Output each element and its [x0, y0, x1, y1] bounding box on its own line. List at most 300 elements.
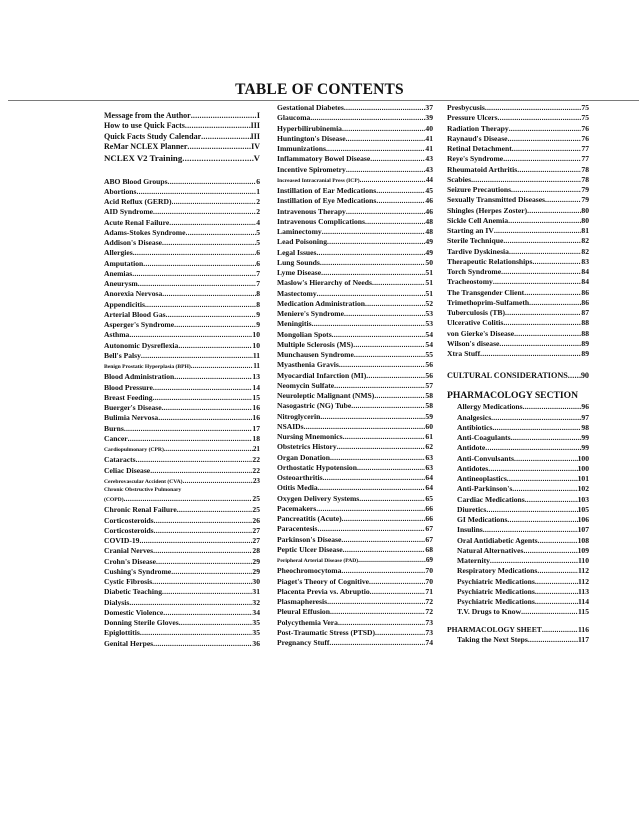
toc-entry[interactable]: [457, 443, 589, 453]
toc-entry[interactable]: [104, 466, 260, 476]
entry-page: 9: [256, 309, 260, 319]
dot-leader: [545, 195, 581, 205]
entry-label: Oxygen Delivery Systems: [277, 493, 360, 503]
entry-label: Neomycin Sulfate: [277, 380, 335, 390]
dot-leader: [471, 175, 581, 185]
toc-entry[interactable]: [104, 567, 260, 577]
entry-page: 16: [252, 413, 260, 423]
toc-entry[interactable]: [104, 434, 260, 444]
entry-page: 96: [581, 402, 589, 412]
toc-entry[interactable]: [457, 413, 589, 423]
entry-label: Laminectomy: [277, 227, 322, 236]
entry-page: 29: [252, 566, 260, 576]
toc-entry[interactable]: [104, 153, 260, 164]
entry-label: CULTURAL CONSIDERATIONS: [447, 371, 568, 381]
toc-entry[interactable]: [277, 555, 433, 566]
toc-entry[interactable]: [104, 587, 260, 597]
dot-leader: [365, 299, 425, 309]
entry-page: 36: [252, 638, 260, 648]
toc-entry[interactable]: [457, 577, 589, 587]
entry-page: 84: [581, 277, 589, 287]
dot-leader: [323, 473, 426, 483]
entry-page: 26: [252, 515, 260, 525]
toc-entry[interactable]: [104, 494, 260, 505]
toc-entry[interactable]: [277, 597, 433, 607]
entry-label: Incentive Spirometry: [277, 164, 346, 174]
entry-label: (COPD): [104, 497, 124, 504]
dot-leader: [317, 289, 426, 299]
toc-entry[interactable]: [457, 607, 589, 617]
toc-entry[interactable]: [104, 351, 260, 361]
toc-entry[interactable]: [447, 267, 589, 277]
entry-label: Allergies: [104, 248, 133, 258]
entry-label: Bell's Palsy: [104, 350, 141, 360]
toc-entry[interactable]: [277, 165, 433, 175]
dot-leader: [514, 454, 578, 464]
toc-entry[interactable]: [447, 206, 589, 216]
dot-leader: [337, 442, 426, 452]
toc-entry[interactable]: [104, 142, 260, 152]
dot-leader: [535, 597, 578, 607]
toc-entry[interactable]: [277, 473, 433, 483]
toc-entry[interactable]: [277, 504, 433, 514]
toc-entry[interactable]: [277, 463, 433, 473]
dot-leader: [179, 618, 253, 628]
dot-leader: [128, 434, 253, 444]
entry-label: Quick Facts Study Calendar: [104, 131, 202, 141]
entry-page: 102: [577, 484, 589, 494]
toc-entry[interactable]: [104, 516, 260, 526]
toc-entry[interactable]: [447, 144, 589, 154]
entry-page: 51: [425, 268, 433, 277]
toc-entry[interactable]: [277, 309, 433, 319]
entry-page: 52: [425, 298, 433, 308]
toc-entry[interactable]: [447, 134, 589, 144]
entry-label: Shingles (Herpes Zoster): [447, 205, 528, 215]
toc-entry[interactable]: [447, 329, 589, 339]
entry-page: 34: [252, 607, 260, 617]
entry-label: Medication Administration: [277, 298, 365, 308]
entry-page: 82: [581, 236, 589, 246]
toc-entry[interactable]: [447, 339, 589, 349]
entry-page: 27: [252, 536, 260, 546]
toc-entry[interactable]: [277, 186, 433, 196]
entry-label: Adams-Stokes Syndrome: [104, 227, 186, 237]
toc-entry[interactable]: [277, 144, 433, 154]
entry-label: Post-Traumatic Stress (PTSD): [277, 627, 376, 637]
entry-page: 11: [253, 362, 260, 371]
dot-leader: [327, 597, 425, 607]
toc-entry[interactable]: [447, 318, 589, 328]
entry-label: Psychiatric Medications: [457, 586, 535, 596]
toc-entry[interactable]: [277, 442, 433, 452]
toc-entry[interactable]: [457, 484, 589, 494]
toc-entry[interactable]: [457, 587, 589, 597]
toc-entry[interactable]: [447, 288, 589, 298]
toc-entry[interactable]: [104, 132, 260, 142]
toc-entry[interactable]: [277, 566, 433, 576]
toc-entry[interactable]: [104, 628, 260, 638]
dot-leader: [537, 566, 578, 576]
toc-entry[interactable]: [277, 278, 433, 288]
toc-entry[interactable]: [277, 412, 433, 422]
dot-leader: [365, 217, 425, 227]
toc-entry[interactable]: [457, 464, 589, 474]
toc-entry[interactable]: [277, 628, 433, 638]
toc-entry[interactable]: [104, 330, 260, 340]
toc-entry[interactable]: [104, 300, 260, 310]
toc-entry[interactable]: [277, 514, 433, 524]
toc-entry[interactable]: [104, 455, 260, 465]
entry-page: 46: [425, 206, 433, 216]
entry-page: 73: [425, 617, 433, 627]
toc-entry[interactable]: [277, 258, 433, 268]
toc-entry[interactable]: [447, 226, 589, 236]
toc-entry[interactable]: [104, 393, 260, 403]
toc-entry[interactable]: [447, 124, 589, 134]
entry-label: Mastectomy: [277, 288, 317, 298]
entry-page: 2: [256, 207, 260, 217]
toc-entry[interactable]: [104, 207, 260, 217]
toc-entry[interactable]: [277, 577, 433, 587]
entry-label: Cataracts: [104, 455, 136, 465]
toc-entry[interactable]: [104, 177, 260, 187]
dot-leader: [486, 505, 577, 515]
entry-label: Donning Sterile Gloves: [104, 618, 179, 628]
toc-entry[interactable]: [277, 196, 433, 206]
entry-page: 86: [581, 297, 589, 307]
toc-entry[interactable]: [457, 474, 589, 484]
dot-leader: [501, 267, 581, 277]
toc-entry[interactable]: [277, 103, 433, 113]
entry-label: Pregnancy Stuff: [277, 638, 330, 647]
entry-label: Sexually Transmitted Diseases: [447, 195, 546, 205]
toc-entry[interactable]: [104, 598, 260, 608]
toc-entry[interactable]: [104, 197, 260, 207]
dot-leader: [320, 258, 426, 268]
dot-leader: [493, 277, 582, 287]
entry-page: 23: [252, 476, 260, 485]
dot-leader: [310, 113, 425, 123]
entry-label: PHARMACOLOGY SHEET: [447, 624, 542, 634]
toc-entry[interactable]: [104, 218, 260, 228]
toc-entry[interactable]: [104, 372, 260, 382]
toc-entry[interactable]: [457, 433, 589, 443]
toc-entry[interactable]: [277, 124, 433, 134]
toc-entry[interactable]: [457, 536, 589, 546]
pharmacology-sheet-list: [447, 635, 589, 645]
toc-entry[interactable]: [447, 185, 589, 195]
entry-label: Cardiac Medications: [457, 494, 525, 504]
toc-entry[interactable]: [104, 121, 260, 131]
dot-leader: [171, 567, 252, 577]
toc-entry[interactable]: [104, 608, 260, 618]
dot-leader: [357, 463, 425, 473]
toc-entry[interactable]: [104, 476, 260, 487]
toc-entry[interactable]: [277, 289, 433, 299]
dot-leader: [132, 269, 256, 279]
dot-leader: [492, 423, 581, 433]
entry-label: Respiratory Medications: [457, 566, 538, 576]
toc-entry[interactable]: [447, 349, 589, 359]
toc-entry[interactable]: [277, 494, 433, 504]
entry-page: 88: [581, 318, 589, 328]
dot-leader: [139, 536, 252, 546]
toc-entry[interactable]: [104, 228, 260, 238]
toc-entry[interactable]: [447, 308, 589, 318]
toc-entry[interactable]: [104, 289, 260, 299]
toc-entry[interactable]: [104, 259, 260, 269]
entry-label: Psychiatric Medications: [457, 597, 535, 606]
toc-entry[interactable]: [277, 227, 433, 237]
entry-label: Placenta Previa vs. Abruptio: [277, 586, 370, 596]
entry-label: Organ Donation: [277, 452, 330, 462]
toc-entry[interactable]: [277, 360, 433, 370]
toc-entry[interactable]: [277, 391, 433, 401]
toc-entry[interactable]: [104, 279, 260, 289]
entry-page: 105: [577, 504, 589, 514]
dot-leader: [183, 476, 253, 486]
toc-entry[interactable]: [457, 495, 589, 505]
toc-entry[interactable]: [104, 238, 260, 248]
entry-label: Obstetrics History: [277, 442, 337, 452]
dot-leader: [372, 278, 425, 288]
toc-entry[interactable]: [104, 361, 260, 372]
toc-entry[interactable]: [277, 248, 433, 258]
entry-page: 43: [425, 154, 433, 164]
toc-entry[interactable]: [104, 444, 260, 455]
toc-entry[interactable]: [277, 535, 433, 545]
entry-label: Pancreatitis (Acute): [277, 514, 342, 523]
toc-entry[interactable]: [447, 195, 589, 205]
toc-entry[interactable]: [277, 134, 433, 144]
entry-page: 66: [425, 503, 433, 513]
entry-label: Peripheral Arterial Disease (PAD): [277, 558, 359, 564]
toc-entry[interactable]: [277, 401, 433, 411]
toc-entry[interactable]: [457, 402, 589, 412]
toc-entry[interactable]: [104, 383, 260, 393]
toc-entry[interactable]: [457, 505, 589, 515]
entry-label: Antidote: [457, 443, 486, 453]
dot-leader: [162, 587, 252, 597]
toc-entry[interactable]: [447, 298, 589, 308]
entry-page: 71: [425, 586, 433, 596]
entry-page: 15: [252, 392, 260, 402]
toc-entry[interactable]: [277, 453, 433, 463]
toc-entry[interactable]: [277, 524, 433, 534]
toc-entry[interactable]: [277, 483, 433, 493]
entry-label: Mongolian Spots: [277, 329, 332, 339]
entry-label: Addison's Disease: [104, 238, 163, 248]
entry-page: 14: [252, 382, 260, 392]
entry-page: 112: [578, 566, 589, 576]
toc-entry-pharmacology-sheet[interactable]: [447, 625, 589, 635]
dot-leader: [568, 370, 581, 381]
toc-entry[interactable]: [457, 546, 589, 556]
entry-label: Cardiopulmonary (CPR): [104, 447, 164, 454]
toc-entry[interactable]: [104, 505, 260, 515]
entry-page: 75: [581, 113, 589, 123]
entry-page: 56: [425, 370, 433, 380]
dot-leader: [332, 330, 426, 340]
dot-leader: [191, 361, 253, 371]
entry-label: Natural Alternatives: [457, 545, 524, 555]
toc-entry[interactable]: [277, 432, 433, 442]
dot-leader: [169, 218, 256, 228]
entry-page: 54: [425, 339, 433, 349]
toc-entry[interactable]: [104, 639, 260, 649]
toc-entry[interactable]: [277, 340, 433, 350]
entry-page: 89: [581, 349, 589, 358]
toc-entry[interactable]: [277, 422, 433, 432]
toc-entry[interactable]: [104, 536, 260, 546]
toc-entry[interactable]: [104, 269, 260, 279]
toc-entry[interactable]: [277, 638, 433, 648]
toc-entry[interactable]: [277, 154, 433, 164]
entry-page: 76: [581, 123, 589, 133]
entry-label: GI Medications: [457, 515, 508, 524]
toc-entry[interactable]: [457, 454, 589, 464]
toc-entry[interactable]: [104, 424, 260, 434]
dot-leader: [163, 608, 252, 618]
toc-entry[interactable]: [457, 635, 589, 645]
toc-entry[interactable]: [277, 207, 433, 217]
dot-leader: [485, 443, 581, 453]
toc-entry[interactable]: [104, 557, 260, 567]
entry-page: 84: [581, 267, 589, 276]
entry-label: Benign Prostatic Hyperplasia (BPH): [104, 364, 191, 371]
entry-page: 74: [425, 638, 433, 647]
dot-leader: [535, 577, 578, 587]
toc-entry[interactable]: [447, 236, 589, 246]
toc-entry-cultural-considerations[interactable]: [447, 370, 589, 381]
dot-leader: [512, 144, 582, 154]
entry-label: Glaucoma: [277, 113, 311, 123]
entry-label: Asthma: [104, 330, 130, 340]
entry-label: Piaget's Theory of Cognitive: [277, 576, 370, 586]
entry-label: Nitroglycerin: [277, 411, 321, 421]
toc-entry[interactable]: [277, 330, 433, 340]
toc-entry[interactable]: [104, 341, 260, 351]
entry-label: Corticosteroids: [104, 525, 154, 535]
entry-page: 69: [425, 556, 433, 564]
entry-page: 6: [256, 176, 260, 186]
toc-entry[interactable]: [447, 216, 589, 226]
entry-page: 56: [425, 360, 433, 370]
toc-entry[interactable]: [457, 525, 589, 535]
toc-entry[interactable]: [104, 310, 260, 320]
toc-entry[interactable]: [104, 111, 260, 121]
entry-page: 50: [425, 257, 433, 267]
entry-label: Crohn's Disease: [104, 556, 156, 566]
toc-entry[interactable]: [104, 403, 260, 413]
toc-entry[interactable]: [277, 319, 433, 329]
toc-entry[interactable]: [277, 268, 433, 278]
toc-entry[interactable]: [104, 413, 260, 423]
dot-leader: [525, 495, 578, 505]
entry-label: Paracentesis: [277, 524, 318, 534]
entry-label: Bulimia Nervosa: [104, 413, 159, 423]
toc-entry[interactable]: [277, 587, 433, 597]
dot-leader: [178, 341, 252, 351]
entry-label: Taking the Next Steps: [457, 634, 528, 644]
toc-entry[interactable]: [104, 526, 260, 536]
toc-entry[interactable]: [457, 515, 589, 525]
toc-entry[interactable]: [447, 103, 589, 113]
toc-entry[interactable]: [447, 175, 589, 185]
toc-entry[interactable]: [457, 423, 589, 433]
toc-entry[interactable]: [104, 187, 260, 197]
entry-page: IV: [251, 142, 260, 152]
toc-entry[interactable]: [104, 618, 260, 628]
entry-label: Torch Syndrome: [447, 267, 502, 276]
entry-label: Trimethoprim-Sulfameth: [447, 297, 530, 307]
toc-entry[interactable]: [104, 320, 260, 330]
dot-leader: [138, 279, 256, 289]
entry-label: Allergy Medications: [457, 402, 523, 412]
entry-page: 87: [581, 308, 589, 317]
toc-entry[interactable]: [277, 381, 433, 391]
dot-leader: [137, 187, 257, 197]
entry-page: 116: [578, 624, 589, 634]
toc-entry[interactable]: [277, 299, 433, 309]
entry-label: Anemias: [104, 268, 133, 278]
toc-entry[interactable]: [104, 546, 260, 556]
toc-entry[interactable]: [277, 237, 433, 247]
toc-entry[interactable]: [277, 545, 433, 555]
toc-entry[interactable]: [104, 248, 260, 258]
dot-leader: [346, 207, 426, 217]
toc-column-2: [277, 103, 433, 648]
toc-entry[interactable]: [277, 371, 433, 381]
entry-page: 66: [425, 514, 433, 523]
dot-leader: [508, 216, 581, 226]
dot-leader: [320, 412, 425, 422]
dot-leader: [542, 625, 578, 635]
entry-label: NSAIDs: [277, 421, 304, 431]
entry-page: III: [250, 131, 260, 141]
dot-leader: [329, 638, 425, 648]
toc-entry[interactable]: [447, 247, 589, 257]
toc-entry[interactable]: [447, 165, 589, 175]
toc-entry[interactable]: [447, 257, 589, 267]
entry-page: 39: [425, 113, 433, 123]
entry-label: Raynaud's Disease: [447, 133, 508, 143]
toc-entry[interactable]: [457, 556, 589, 566]
toc-entry[interactable]: [447, 113, 589, 123]
entry-page: 72: [425, 607, 433, 617]
toc-entry[interactable]: [277, 217, 433, 227]
entry-page: 43: [425, 164, 433, 174]
dot-leader: [375, 628, 425, 638]
toc-entry[interactable]: [277, 618, 433, 628]
entry-label: Breast Feeding: [104, 392, 153, 402]
toc-entry[interactable]: [277, 175, 433, 186]
entry-page: 79: [581, 185, 589, 194]
toc-entry[interactable]: [277, 350, 433, 360]
toc-entry[interactable]: [447, 154, 589, 164]
entry-label: Analgesics: [457, 412, 492, 422]
entry-label: The Transgender Client: [447, 287, 525, 297]
toc-entry[interactable]: [104, 577, 260, 587]
entry-page: 10: [252, 330, 260, 340]
toc-entry[interactable]: [457, 566, 589, 576]
toc-entry[interactable]: [277, 113, 433, 123]
toc-entry[interactable]: [457, 597, 589, 607]
entry-page: V: [253, 152, 260, 163]
toc-entry[interactable]: [447, 277, 589, 287]
toc-entry[interactable]: [277, 607, 433, 617]
